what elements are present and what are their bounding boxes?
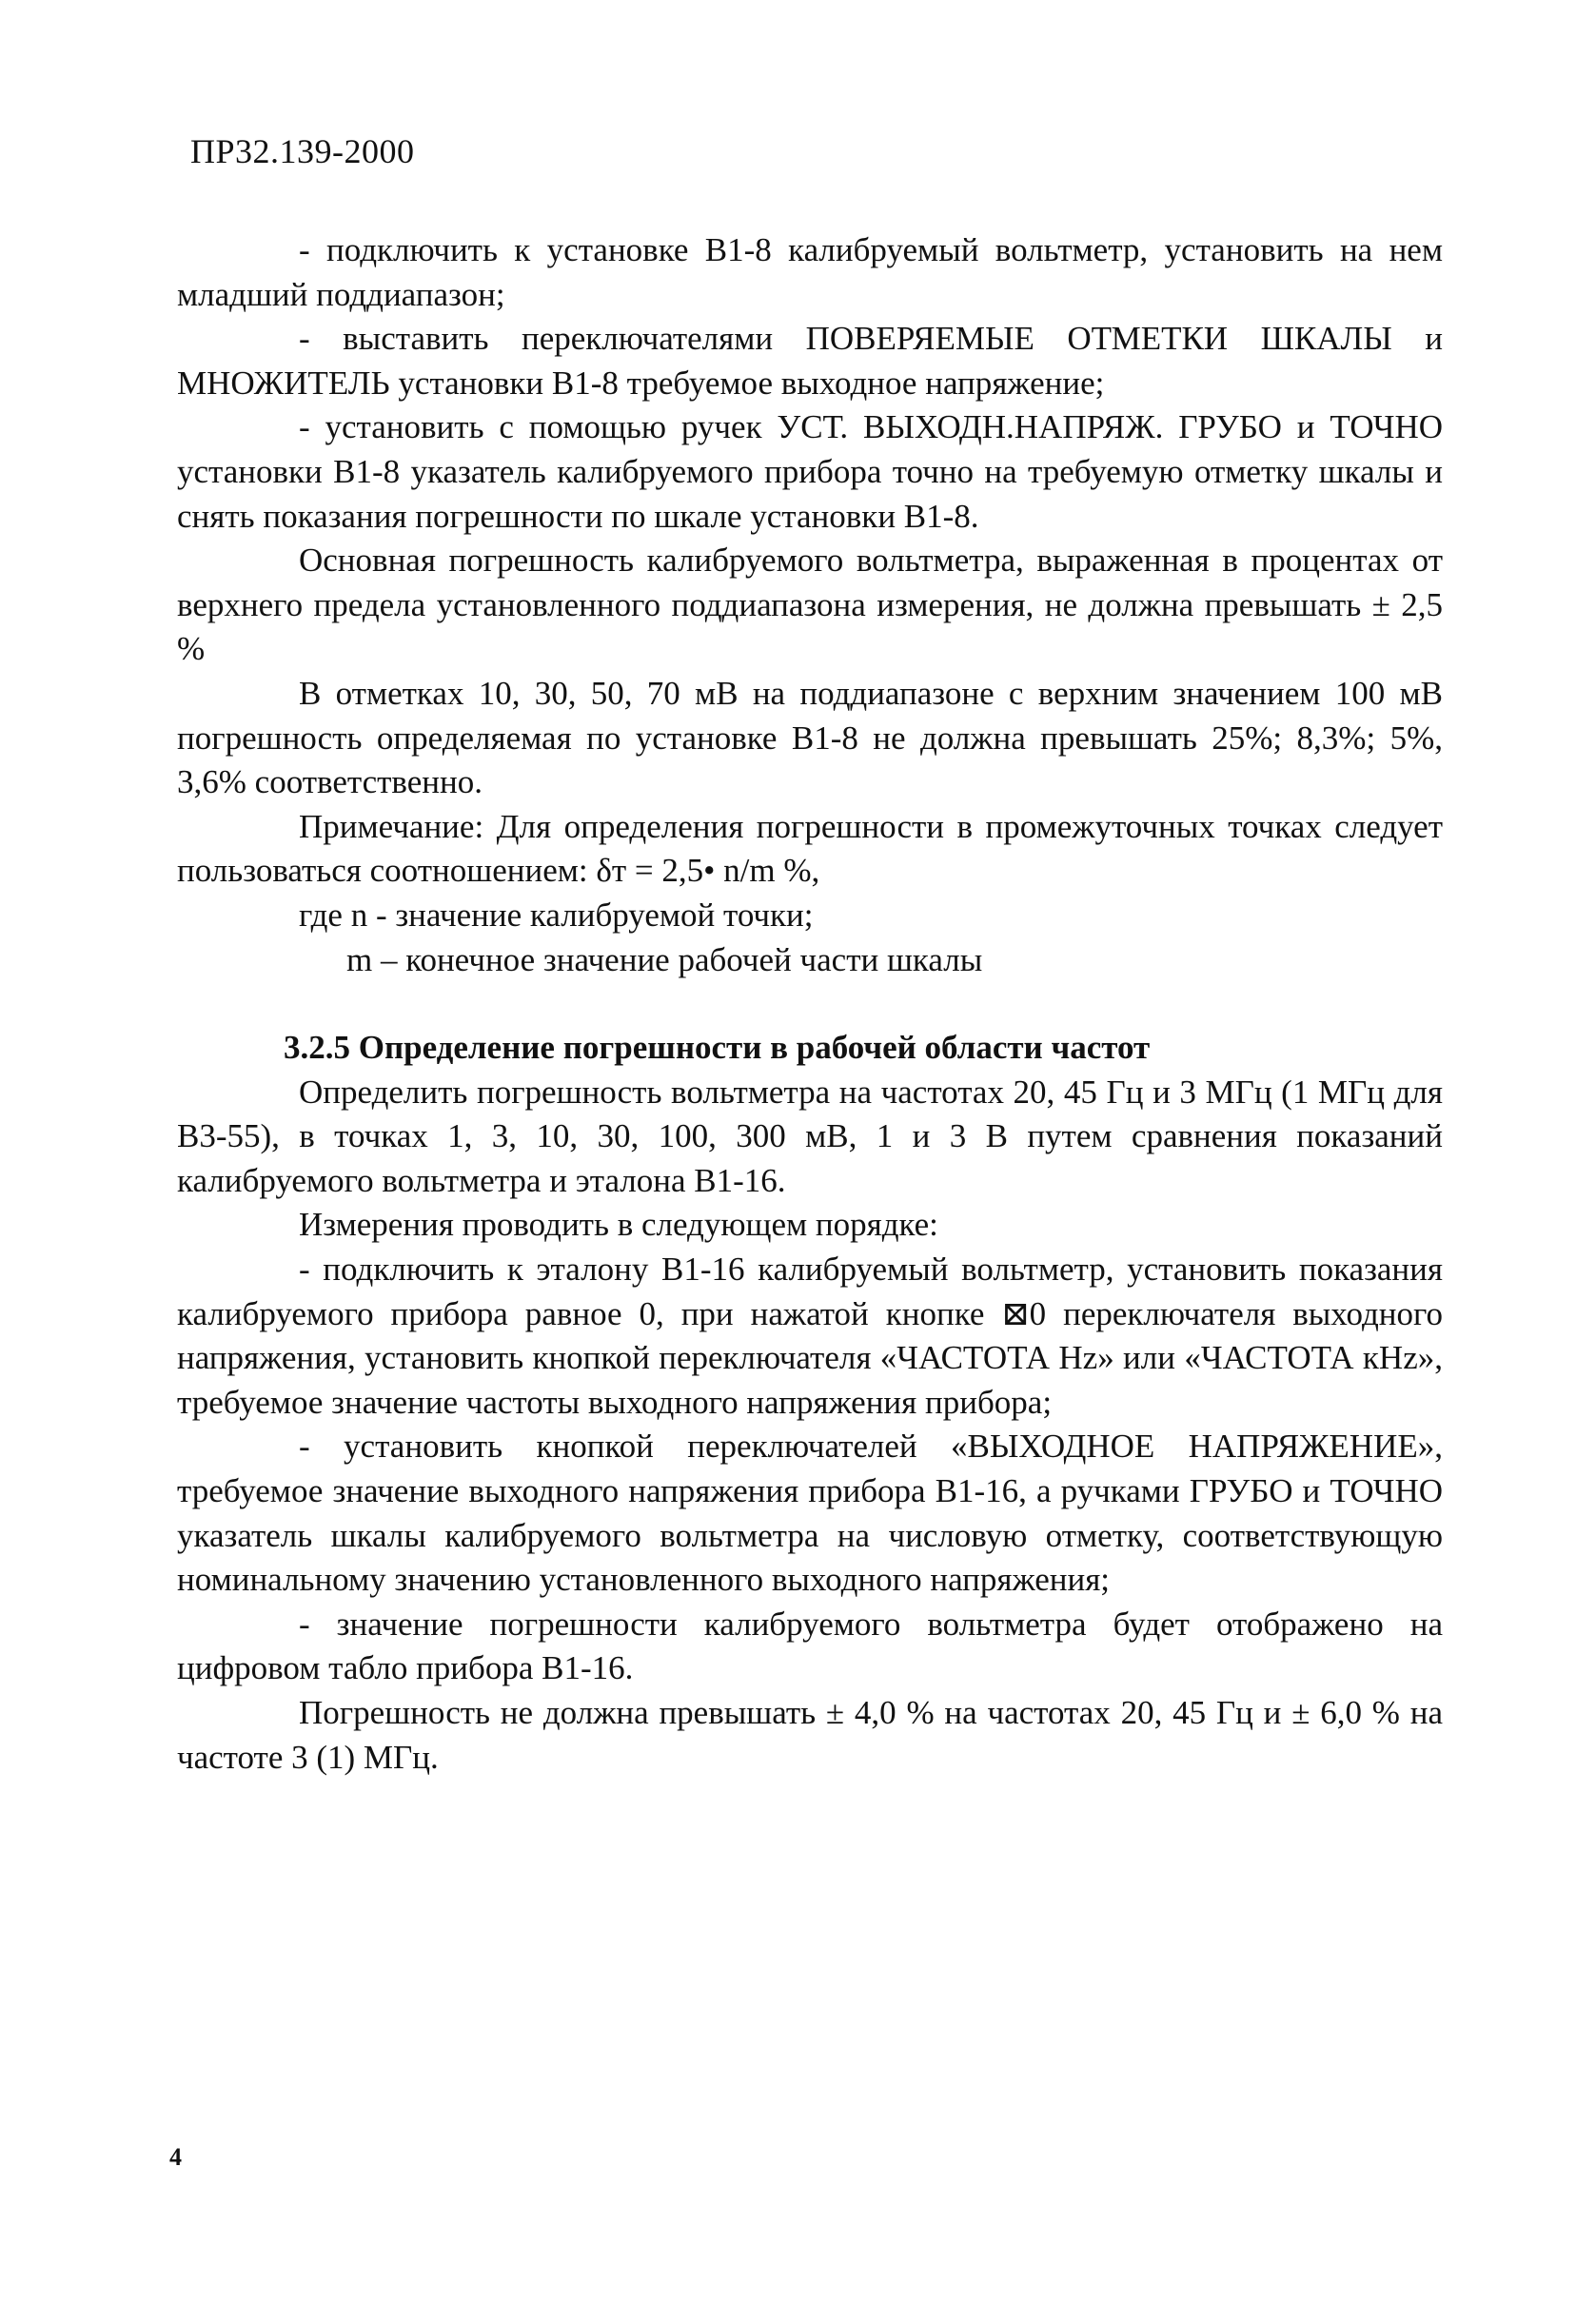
paragraph-note-m: m – конечное значение рабочей части шкалы <box>346 940 983 978</box>
paragraph-step-connect: - подключить к установке В1-8 калибруемый вольтметр, установить на нем младший поддиапазон; <box>177 231 1443 313</box>
paragraph-note: Примечание: Для определения погрешности в промежуточных точках следует пользоваться соотношением: δт = 2,5• n/m %, <box>177 807 1443 890</box>
paragraph-basic-error: Основная погрешность калибруемого вольтметра, выраженная в процентах от верхнего предела установленного поддиапазона измерения, не должна превышать ± 2,5 % <box>177 542 1443 668</box>
paragraph-error-limit: Погрешность не должна превышать ± 4,0 % на частотах 20, 45 Гц и ± 6,0 % на частоте 3 (1) МГц. <box>177 1694 1443 1776</box>
page-number: 4 <box>169 2143 182 2171</box>
paragraph-measure-order: Измерения проводить в следующем порядке: <box>299 1206 938 1244</box>
paragraph-freq-intro: Определить погрешность вольтметра на частотах 20, 45 Гц и 3 МГц (1 МГц для В3-55), в точках 1, 3, 10, 30, 100, 300 мВ, 1 и 3 В путем сравнения показаний калибруемого вольтметра и эталона В1-16. <box>177 1073 1443 1199</box>
paragraph-step-set-voltage: - установить кнопкой переключателей «ВЫХОДНОЕ НАПРЯЖЕНИЕ», требуемое значение выходного напряжения прибора В1-16, а ручками ГРУБО и ТОЧНО указатель шкалы калибруемого вольтметра на числовую отметку, соответствующую номинальному значению установленного выходного напряжения; <box>177 1428 1443 1599</box>
paragraph-step-connect-etalon: - подключить к эталону В1-16 калибруемый вольтметр, установить показания калибруемого прибора равное 0, при нажатой кнопке ⊠0 переключателя выходного напряжения, установить кнопкой переключателя «ЧАСТОТА Hz» или «ЧАСТОТА кHz», требуемое значение частоты выходного напряжения прибора; <box>177 1251 1443 1421</box>
paragraph-step-read-error: - значение погрешности калибруемого вольтметра будет отображено на цифровом табло прибора В1-16. <box>177 1605 1443 1687</box>
document-code: ПР32.139-2000 <box>190 132 415 170</box>
section-heading: 3.2.5 Определение погрешности в рабочей области частот <box>284 1029 1151 1067</box>
paragraph-marks-error: В отметках 10, 30, 50, 70 мВ на поддиапазоне с верхним значением 100 мВ погрешность определяемая по установке В1-8 не должна превышать 25%; 8,3%; 5%, 3,6% соответственно. <box>177 674 1443 801</box>
document-body <box>177 228 1443 1780</box>
paragraph-note-n: где n - значение калибруемой точки; <box>299 896 814 934</box>
paragraph-step-set-knobs: - установить с помощью ручек УСТ. ВЫХОДН.НАПРЯЖ. ГРУБО и ТОЧНО установки В1-8 указатель калибруемого прибора точно на требуемую отметку шкалы и снять показания погрешности по шкале установки В1-8. <box>177 408 1443 535</box>
paragraph-step-set-switches: - выставить переключателями ПОВЕРЯЕМЫЕ ОТМЕТКИ ШКАЛЫ и МНОЖИТЕЛЬ установки В1-8 требуемое выходное напряжение; <box>177 320 1443 402</box>
